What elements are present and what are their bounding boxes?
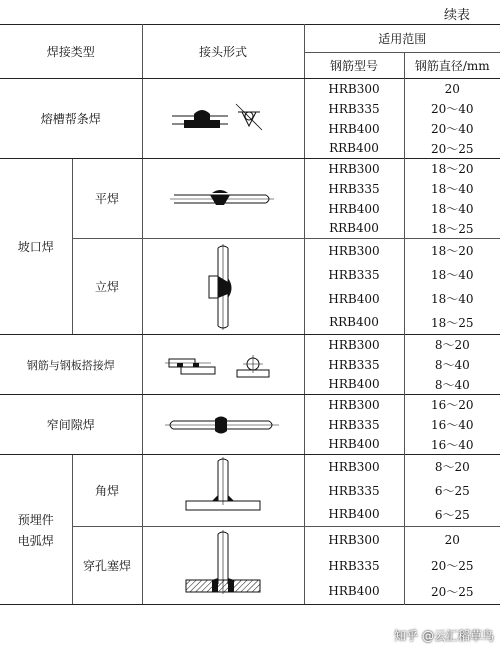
cell-diameter: 18～40 [431, 268, 474, 282]
vertical-groove-joint-diagram [193, 242, 253, 332]
cell-diameter: 18～40 [431, 292, 474, 306]
cell-grade: HRB335 [304, 479, 404, 503]
cell-diameter: 6～25 [434, 484, 470, 498]
melt-groove-joint-diagram [168, 94, 278, 144]
sketch-flat [142, 159, 304, 239]
cell-grade: HRB400 [304, 119, 404, 139]
cell-grade: HRB335 [304, 553, 404, 579]
cell-grade: RRB400 [304, 219, 404, 239]
cell-diameter: 20～40 [431, 122, 474, 136]
cell-diameter: 8～20 [434, 338, 470, 353]
cell-diameter: 20～25 [431, 141, 474, 156]
cell-diameter: 16～40 [431, 418, 474, 432]
cell-grade: HRB300 [304, 527, 404, 553]
cell-diameter: 20～25 [431, 559, 474, 573]
cell-grade: RRB400 [304, 139, 404, 159]
sketch-vertical [142, 239, 304, 335]
narrow-gap-joint-diagram [163, 408, 283, 442]
cell-diameter: 20 [444, 81, 460, 96]
row-label-lap-plate: 钢筋与钢板搭接焊 [0, 335, 142, 395]
cell-grade: HRB335 [304, 415, 404, 435]
row-label-embedded-line2: 电弧焊 [17, 533, 54, 548]
plug-joint-diagram [178, 530, 268, 602]
row-sublabel-vertical: 立焊 [72, 239, 142, 335]
cell-grade: HRB400 [304, 287, 404, 311]
row-sublabel-fillet: 角焊 [72, 455, 142, 527]
cell-grade: HRB335 [304, 355, 404, 375]
header-rebar-grade: 钢筋型号 [304, 53, 404, 79]
cell-diameter: 18～40 [431, 202, 474, 216]
cell-grade: HRB300 [304, 79, 404, 99]
cell-grade: HRB300 [304, 455, 404, 479]
cell-grade: HRB400 [304, 435, 404, 455]
cell-grade: HRB335 [304, 179, 404, 199]
cell-grade: HRB400 [304, 199, 404, 219]
cell-diameter: 20～40 [431, 102, 474, 116]
lap-plate-joint-diagram [163, 345, 283, 385]
row-sublabel-flat: 平焊 [72, 159, 142, 239]
header-rebar-diameter: 钢筋直径/mm [414, 59, 490, 73]
cell-diameter: 18～20 [431, 162, 474, 177]
cell-grade: HRB300 [304, 395, 404, 415]
cell-diameter: 20～25 [431, 584, 474, 599]
cell-grade: HRB400 [304, 579, 404, 605]
watermark: 知乎 @云汇稻草鸟 [394, 629, 494, 643]
cell-diameter: 18～40 [431, 182, 474, 196]
cell-diameter: 18～25 [431, 221, 474, 236]
header-weld-type: 焊接类型 [0, 25, 142, 79]
cell-diameter: 16～40 [431, 437, 474, 452]
header-scope: 适用范围 [304, 25, 500, 53]
fillet-joint-diagram [178, 457, 268, 525]
cell-diameter: 18～25 [431, 315, 474, 330]
cell-diameter: 8～40 [434, 358, 470, 372]
cell-diameter: 20 [444, 532, 460, 547]
row-sublabel-plug: 穿孔塞焊 [72, 527, 142, 605]
row-label-embedded-line1: 预埋件 [17, 512, 54, 527]
cell-diameter: 18～20 [431, 244, 474, 259]
cell-grade: HRB335 [304, 99, 404, 119]
cell-grade: HRB300 [304, 335, 404, 355]
header-joint-form: 接头形式 [142, 25, 304, 79]
sketch-melt-groove [142, 79, 304, 159]
sketch-plug [142, 527, 304, 605]
welding-table [0, 24, 500, 605]
sketch-lap-plate [142, 335, 304, 395]
cell-diameter: 8～40 [434, 377, 470, 392]
cell-diameter: 16～20 [431, 398, 474, 413]
row-label-groove-weld: 坡口焊 [0, 159, 72, 335]
cell-grade: HRB300 [304, 239, 404, 263]
sketch-narrow-gap [142, 395, 304, 455]
row-label-melt-groove: 熔槽帮条焊 [0, 79, 142, 159]
row-label-narrow-gap: 窄间隙焊 [0, 395, 142, 455]
cell-grade: HRB300 [304, 159, 404, 179]
cell-grade: HRB335 [304, 263, 404, 287]
cell-grade: RRB400 [304, 311, 404, 335]
sketch-fillet [142, 455, 304, 527]
cell-diameter: 8～20 [434, 460, 470, 475]
cell-grade: HRB400 [304, 375, 404, 395]
cell-diameter: 6～25 [434, 507, 470, 522]
cell-grade: HRB400 [304, 503, 404, 527]
row-label-embedded [0, 455, 72, 605]
continued-label: 续表 [443, 8, 470, 23]
flat-groove-joint-diagram [168, 179, 278, 219]
